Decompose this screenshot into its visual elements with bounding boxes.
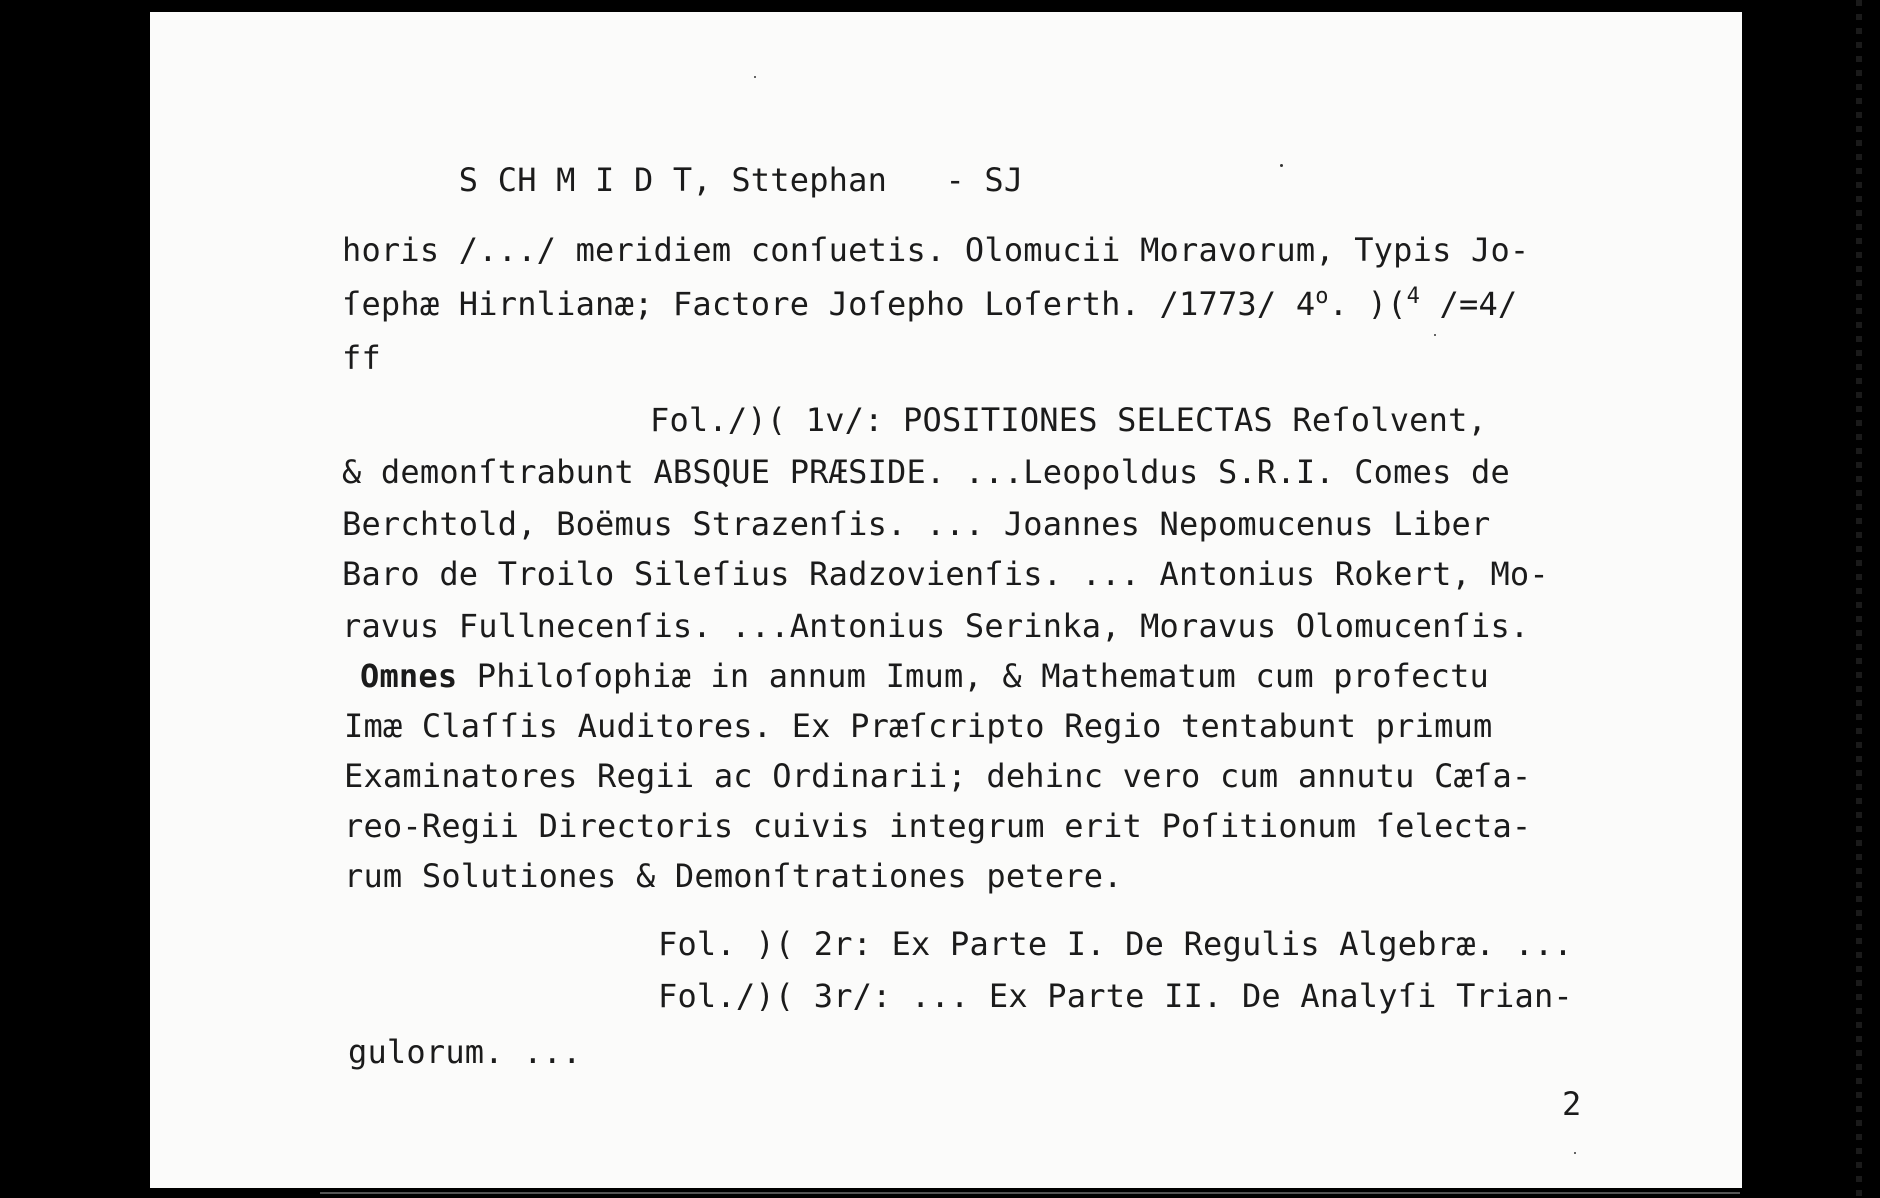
omnes-word: Omnes (360, 657, 458, 695)
body-line-16: gulorum. ... (348, 1033, 582, 1071)
degree-mark: o (1315, 284, 1329, 309)
body-line-14: Fol. )( 2r: Ex Parte I. De Regulis Algebræ. ... (658, 925, 1573, 963)
card-heading (342, 132, 1023, 228)
catalog-card (150, 12, 1742, 1188)
body-line-5: & demonſtrabunt ABSQUE PRÆSIDE. ...Leopoldus S.R.I. Comes de (342, 453, 1510, 491)
page-number: 2 (1562, 1085, 1582, 1123)
after-degree: . )( (1328, 285, 1407, 323)
body-line-3: ff (342, 339, 381, 377)
body-line-8: ravus Fullnecenſis. ...Antonius Serinka, Moravus Olomucenſis. (342, 607, 1530, 645)
body-line-6: Berchtold, Boëmus Strazenſis. ... Joannes Nepomucenus Liber (342, 505, 1491, 543)
ink-speck (1574, 1152, 1576, 1154)
leaf-count: /=4/ (1420, 285, 1518, 323)
ink-speck (754, 76, 756, 78)
ink-speck (1434, 334, 1436, 336)
author-forename: Sttephan (731, 161, 888, 199)
scan-edge-noise (1856, 0, 1862, 1198)
body-line-15: Fol./)( 3r/: ... Ex Parte II. De Analyſi Trian- (658, 977, 1573, 1015)
superscript-four: 4 (1406, 284, 1421, 309)
author-order: - SJ (945, 161, 1024, 199)
body-line-4: Fol./)( 1v/: POSITIONES SELECTAS Reſolvent, (650, 401, 1488, 439)
body-line-12: reo-Regii Directoris cuivis integrum erit Poſitionum ſelecta- (344, 807, 1532, 845)
body-line-1: horis /.../ meridiem conſuetis. Olomucii Moravorum, Typis Jo- (342, 231, 1530, 269)
body-line-10: Imæ Claſſis Auditores. Ex Præſcripto Regio tentabunt primum (344, 707, 1493, 745)
body-line-11: Examinatores Regii ac Ordinarii; dehinc vero cum annutu Cæſa- (344, 757, 1532, 795)
body-line-7: Baro de Troilo Sileſius Radzovienſis. ... Antonius Rokert, Mo- (342, 555, 1549, 593)
ink-speck (1280, 164, 1283, 167)
body-line-9: Omnes Philoſophiæ in annum Imum, & Mathematum cum profectu (360, 657, 1490, 695)
scan-bottom-edge (320, 1192, 1740, 1194)
body-line-13: rum Solutiones & Demonſtrationes petere. (344, 857, 1123, 895)
body-line-2: ſephæ Hirnlianæ; Factore Joſepho Loſerth. /1773/ 4$^o$. )($^4$ /=4/ (342, 284, 1518, 323)
author-surname: S CH M I D T, (458, 161, 712, 199)
